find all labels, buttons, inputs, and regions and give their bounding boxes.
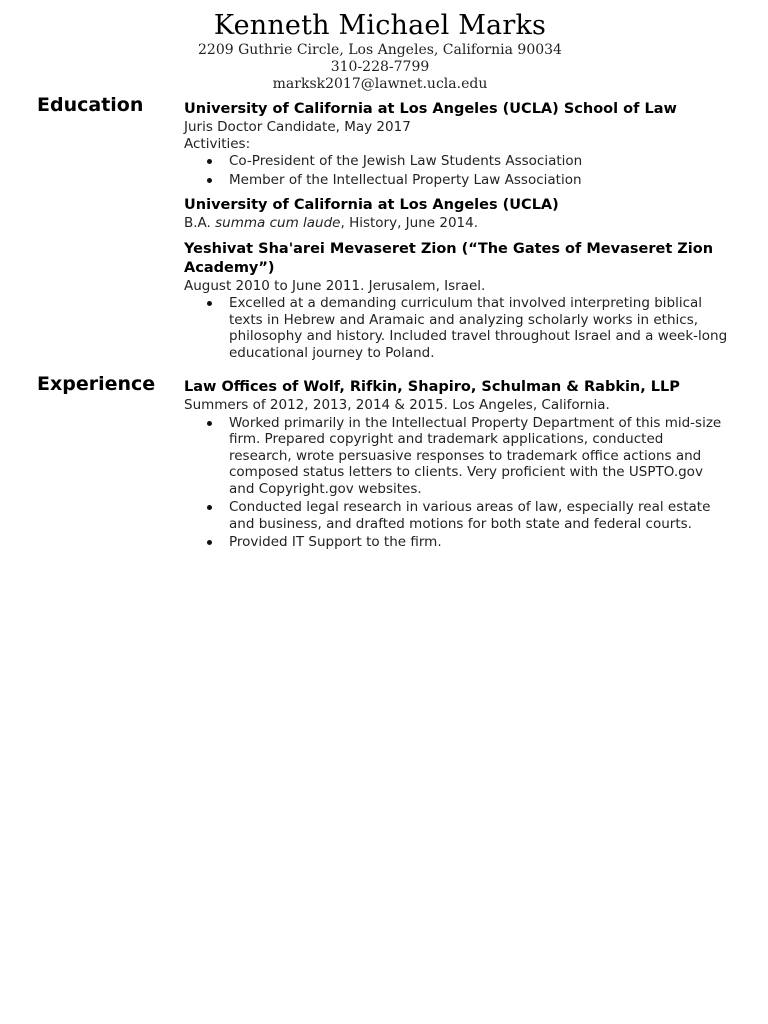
list-item: [229, 499, 729, 532]
education-entry-ucla: [184, 196, 729, 232]
entry-title: University of California at Los Angeles (UCLA): [184, 197, 559, 213]
experience-entry-law-offices: [184, 378, 729, 551]
list-item-text: Excelled at a demanding curriculum that involved interpreting biblical texts in Hebrew and Aramaic and analyzing scholarly works in ethics, philosophy and history. Included travel throughout Israel and a week-long educational journey to Poland.: [229, 295, 728, 361]
section-title-experience: Experience: [37, 373, 156, 395]
address: 2209 Guthrie Circle, Los Angeles, California 90034: [198, 42, 562, 58]
list-item: [229, 172, 729, 189]
duties-list: [184, 415, 729, 551]
entry-dates: August 2010 to June 2011. Jerusalem, Israel.: [184, 277, 486, 294]
list-item: [229, 415, 729, 498]
degree-honors: summa cum laude: [215, 215, 341, 231]
email-address: marksk2017@lawnet.ucla.edu: [272, 76, 488, 92]
education-entry-ucla-law: [184, 100, 729, 188]
entry-degree: [184, 215, 729, 232]
education-body: [184, 100, 729, 369]
resume-header: [0, 10, 760, 93]
section-title-education: Education: [37, 94, 144, 116]
list-item: [229, 295, 729, 361]
bullet-icon: [207, 421, 212, 426]
list-item: [229, 534, 729, 551]
achievements-list: [184, 295, 729, 361]
degree-suffix: , History, June 2014.: [340, 215, 479, 231]
list-item-text: Member of the Intellectual Property Law Association: [229, 171, 582, 188]
entry-title: Yeshivat Sha'arei Mevaseret Zion (“The Gates of Mevaseret Zion Academy”): [184, 240, 714, 276]
entry-dates: Summers of 2012, 2013, 2014 & 2015. Los Angeles, California.: [184, 397, 610, 413]
entry-activities-label: Activities:: [184, 135, 251, 152]
bullet-icon: [207, 505, 212, 510]
activities-list: [184, 153, 729, 188]
bullet-icon: [207, 540, 212, 545]
entry-degree: Juris Doctor Candidate, May 2017: [184, 119, 411, 135]
bullet-icon: [207, 159, 212, 164]
education-entry-yeshivat: [184, 240, 729, 362]
entry-title: University of California at Los Angeles (UCLA) School of Law: [184, 101, 677, 117]
phone-number: 310-228-7799: [330, 59, 430, 75]
entry-title: Law Offices of Wolf, Rifkin, Shapiro, Schulman & Rabkin, LLP: [184, 379, 680, 395]
experience-body: [184, 378, 729, 559]
bullet-icon: [207, 301, 212, 306]
list-item-text: Conducted legal research in various areas of law, especially real estate and business, and drafted motions for both state and federal courts.: [229, 499, 711, 532]
candidate-name: Kenneth Michael Marks: [213, 10, 547, 41]
bullet-icon: [207, 178, 212, 183]
list-item-text: Co-President of the Jewish Law Students Association: [229, 153, 583, 169]
list-item-text: Worked primarily in the Intellectual Property Department of this mid-size firm. Prepared copyright and trademark applications, conducted research, wrote persuasive responses to trademark office actions and composed status letters to clients. Very proficient with the USPTO.gov and Copyright.gov websites.: [229, 414, 722, 497]
list-item: [229, 153, 729, 170]
list-item-text: Provided IT Support to the firm.: [229, 534, 442, 550]
degree-prefix: B.A.: [184, 215, 216, 231]
